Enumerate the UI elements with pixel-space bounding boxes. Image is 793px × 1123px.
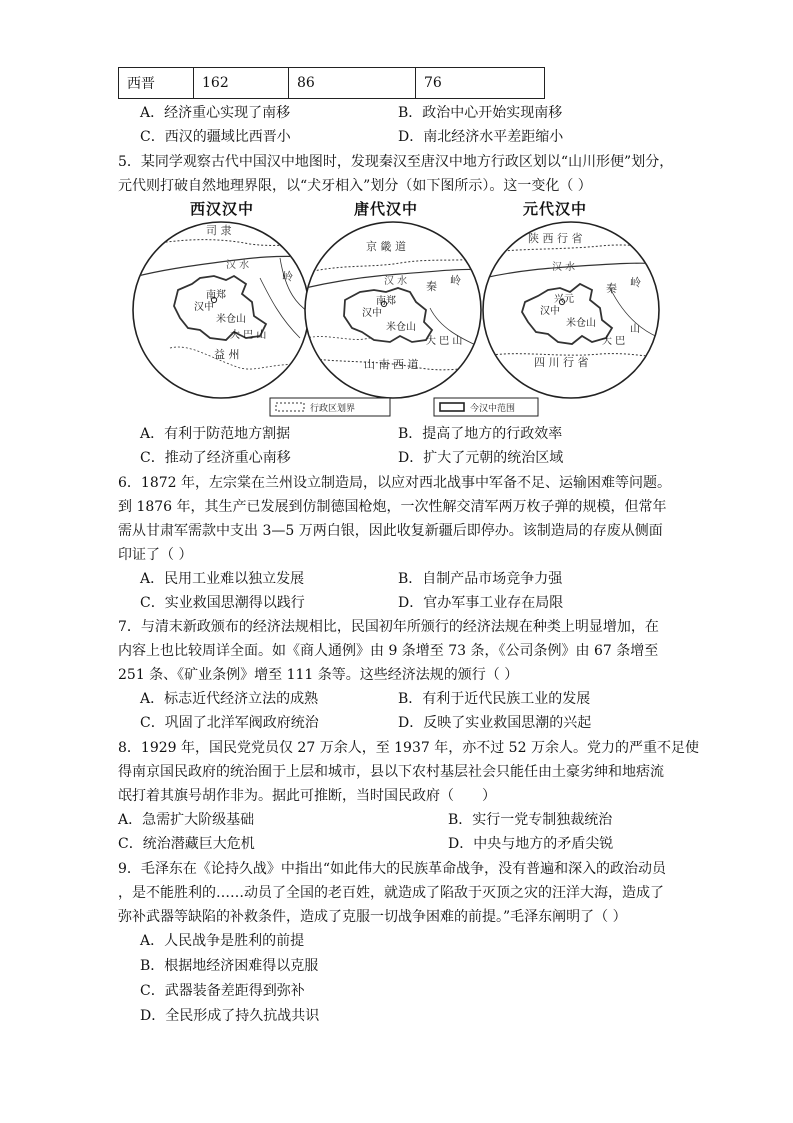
- q9-option-a[interactable]: A．人民战争是胜利的前提: [140, 933, 305, 949]
- q6-stem-line: 印证了（ ）: [118, 547, 193, 563]
- q7-option-a[interactable]: A．标志近代经济立法的成熟: [140, 691, 319, 707]
- region-label: 京 畿 道: [366, 240, 406, 253]
- legend-label: 行政区划界: [310, 404, 356, 414]
- q9-stem-line: ，是不能胜利的……动员了全国的老百姓，就造成了陷敌于灭顶之灾的汪洋大海，造成了: [118, 885, 664, 901]
- mountain-label: 大 巴 山: [230, 330, 267, 341]
- ridge-label: 岭: [630, 276, 641, 289]
- ridge-label: 秦: [426, 280, 437, 293]
- q6-option-c[interactable]: C．实业救国思潮得以践行: [140, 595, 305, 611]
- q9-option-d[interactable]: D．全民形成了持久抗战共识: [140, 1008, 320, 1024]
- q7-stem-line: 内容上也比较周详全面。如《商人通例》由 9 条增至 73 条，《公司条例》由 67 条增至: [118, 643, 659, 659]
- mountain-label: 大 巴 山: [426, 336, 463, 347]
- city-label: 兴元: [554, 294, 574, 305]
- region-label: 陕 西 行 省: [528, 232, 583, 245]
- mountain-label: 米仓山: [216, 314, 246, 325]
- ridge-label: 秦: [606, 282, 617, 295]
- q7-stem-line: 7．与清末新政颁布的经济法规相比，民国初年所颁行的经济法规在种类上明显增加，在: [118, 619, 659, 635]
- ridge-label: 岭: [450, 274, 461, 287]
- legend-label: 今汉中范围: [470, 404, 516, 414]
- q6-option-b[interactable]: B．自制产品市场竞争力强: [398, 571, 563, 587]
- q8-option-b[interactable]: B．实行一党专制独裁统治: [448, 812, 613, 828]
- city-label: 南郑: [206, 290, 226, 301]
- region-label: 益 州: [214, 348, 240, 361]
- q4-option-b[interactable]: B．政治中心开始实现南移: [398, 105, 563, 121]
- map-yuan: [483, 222, 660, 398]
- map-title: 唐代汉中: [354, 200, 419, 218]
- q7-stem-line: 251 条、《矿业条例》增至 111 条等。这些经济法规的颁行（ ）: [118, 667, 519, 683]
- city-label: 南郑: [376, 296, 396, 307]
- data-table: [118, 67, 545, 99]
- q9-option-c[interactable]: C．武器装备差距得到弥补: [140, 983, 305, 999]
- q9-stem-line: 9．毛泽东在《论持久战》中指出“如此伟大的民族革命战争，没有普遍和深入的政治动员: [118, 861, 667, 877]
- q9-stem-line: 弥补武器等缺陷的补救条件，造成了克服一切战争困难的前提。”毛泽东阐明了（ ）: [118, 909, 627, 925]
- q4-option-d[interactable]: D．南北经济水平差距缩小: [398, 129, 564, 145]
- q5-option-b[interactable]: B．提高了地方的行政效率: [398, 426, 563, 442]
- q5-stem-line: 元代则打破自然地理界限，以“犬牙相入”划分（如下图所示）。这一变化（ ）: [118, 178, 592, 194]
- mountain-label: 大 巴: [602, 336, 626, 347]
- q8-stem-line: 8．1929 年，国民党党员仅 27 万余人，至 1937 年，亦不过 52 万余人。党力的严重不足使: [118, 740, 699, 756]
- table-cell: 76: [416, 68, 545, 99]
- q5-stem-line: 5．某同学观察古代中国汉中地图时，发现秦汉至唐汉中地方行政区划以“山川形便”划分，: [118, 154, 674, 170]
- mountain-label: 米仓山: [386, 322, 416, 333]
- q5-option-c[interactable]: C．推动了经济重心南移: [140, 450, 291, 466]
- q6-stem-line: 需从甘肃军需款中支出 3—5 万两白银，因此收复新疆后即停办。该制造局的存废从侧面: [118, 523, 663, 539]
- q7-option-b[interactable]: B．有利于近代民族工业的发展: [398, 691, 591, 707]
- q8-option-d[interactable]: D．中央与地方的矛盾尖锐: [448, 836, 614, 852]
- q7-option-c[interactable]: C．巩固了北洋军阀政府统治: [140, 715, 319, 731]
- mountain-label: 山: [630, 324, 640, 335]
- q6-stem-line: 6．1872 年，左宗棠在兰州设立制造局，以应对西北战事中军备不足、运输困难等问题。: [118, 475, 671, 491]
- table-cell: 86: [289, 68, 416, 99]
- q6-option-d[interactable]: D．官办军事工业存在局限: [398, 595, 564, 611]
- q5-option-a[interactable]: A．有利于防范地方割据: [140, 426, 291, 442]
- river-label: 汉 水: [226, 260, 250, 271]
- q4-option-a[interactable]: A．经济重心实现了南移: [140, 105, 291, 121]
- q8-stem-line: 氓打着其旗号胡作非为。据此可推断，当时国民政府（ ）: [118, 788, 496, 804]
- region-label: 四 川 行 省: [534, 356, 589, 369]
- map-title: 元代汉中: [523, 200, 588, 218]
- city-label: 汉中: [540, 306, 560, 317]
- q8-option-c[interactable]: C．统治潜藏巨大危机: [118, 836, 255, 852]
- river-label: 汉 水: [552, 262, 576, 273]
- q4-option-c[interactable]: C．西汉的疆域比西晋小: [140, 129, 291, 145]
- q6-stem-line: 到 1876 年，其生产已发展到仿制德国枪炮，一次性解交清军两万枚子弹的规模，但常年: [118, 499, 667, 515]
- mountain-label: 米仓山: [566, 318, 596, 329]
- q8-option-a[interactable]: A．急需扩大阶级基础: [118, 812, 255, 828]
- river-label: 汉 水: [384, 276, 408, 287]
- q5-option-d[interactable]: D．扩大了元朝的统治区域: [398, 450, 564, 466]
- ridge-label: 岭: [282, 270, 293, 283]
- hanzhong-maps: [130, 218, 670, 420]
- q8-stem-line: 得南京国民政府的统治囿于上层和城市，县以下农村基层社会只能任由土豪劣绅和地痞流: [118, 764, 664, 780]
- table-row: [119, 68, 545, 99]
- city-label: 汉中: [362, 308, 382, 319]
- q9-option-b[interactable]: B．根据地经济困难得以克服: [140, 958, 319, 974]
- map-western-han: [130, 222, 320, 398]
- q6-option-a[interactable]: A．民用工业难以独立发展: [140, 571, 305, 587]
- map-legend: [270, 398, 538, 416]
- map-tang: [305, 222, 482, 398]
- region-label: 山 南 西 道: [364, 358, 419, 371]
- table-cell: 西晋: [119, 68, 194, 99]
- city-label: 汉中: [194, 302, 214, 313]
- table-cell: 162: [194, 68, 289, 99]
- map-title: 西汉汉中: [190, 200, 255, 218]
- q7-option-d[interactable]: D．反映了实业救国思潮的兴起: [398, 715, 592, 731]
- region-label: 司 隶: [206, 224, 232, 237]
